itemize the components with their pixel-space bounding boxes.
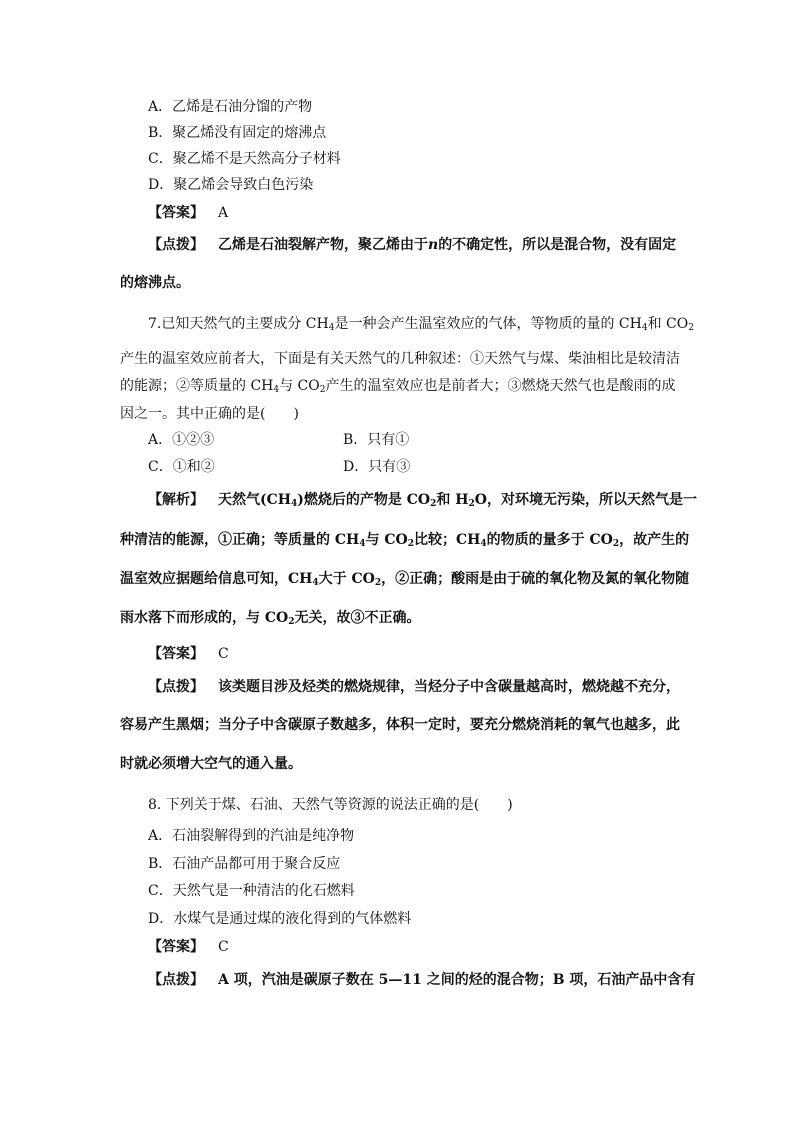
answer-label: 【答案】 (148, 646, 204, 662)
stem-text: 和 CO (647, 316, 689, 332)
analysis-text: O，对环境无污染，所以天然气是一 (474, 492, 697, 508)
subscript: 2 (468, 499, 475, 509)
answer-label: 【答案】 (148, 205, 204, 221)
analysis-text: ，故产生的 (619, 532, 690, 548)
analysis-text: 大于 CO (318, 571, 375, 587)
q7-option-a: A．①②③ (148, 432, 215, 448)
subscript: 4 (359, 539, 366, 549)
analysis-text: 与 CO (365, 532, 408, 548)
subscript: 4 (273, 385, 280, 395)
answer-value: C (218, 646, 229, 662)
analysis-text: 的物质的量多于 CO (486, 532, 613, 548)
analysis-text: ，②正确；酸雨是由于硫的氧化物及氮的氧化物随 (381, 571, 690, 587)
subscript: 4 (641, 323, 648, 333)
q6-option-a: A．乙烯是石油分馏的产物 (148, 99, 313, 115)
subscript: 2 (407, 539, 414, 549)
q7-analysis-line-4 (120, 608, 420, 628)
q6-option-c: C．聚乙烯不是天然高分子材料 (148, 151, 341, 167)
subscript: 4 (328, 323, 335, 333)
q7-analysis-line-1 (148, 490, 697, 510)
q8-hint-line-1 (148, 970, 695, 990)
analysis-text: 比较；CH (414, 532, 481, 548)
subscript: 2 (688, 323, 694, 333)
subscript: 2 (612, 539, 620, 549)
subscript: 4 (480, 539, 487, 549)
q7-stem-line-4: 因之一。其中正确的是( ) (120, 406, 299, 422)
hint-label: 【点拨】 (148, 679, 204, 695)
q7-analysis-line-2 (120, 530, 689, 550)
q6-hint-line-1 (148, 235, 676, 255)
q8-answer (148, 937, 229, 957)
q7-hint-line-1 (148, 677, 680, 697)
q7-option-c: C．①和② (148, 459, 215, 475)
q7-stem-line-2: 产生的温室效应前者大，下面是有关天然气的几种叙述：①天然气与煤、柴油相比是较清洁 (120, 351, 680, 367)
stem-text: 的能源；②等质量的 CH (120, 378, 274, 394)
subscript: 2 (374, 578, 382, 588)
hint-text: A 项，汽油是碳原子数在 5—11 之间的烃的混合物；B 项，石油产品中含有 (218, 972, 696, 988)
analysis-text: 温室效应据题给信息可知，CH (120, 571, 313, 587)
subscript: 4 (291, 499, 298, 509)
q7-stem-line-1 (148, 314, 694, 334)
stem-text: 与 CO (279, 378, 320, 394)
answer-value: C (218, 939, 229, 955)
q7-option-d: D．只有③ (343, 459, 411, 475)
hint-text: 的不确定性，所以是混合物，没有固定 (438, 237, 677, 253)
q8-option-d: D．水煤气是通过煤的液化得到的气体燃料 (148, 911, 412, 927)
q7-hint-line-3: 时就必须增大空气的通入量。 (120, 756, 302, 772)
q7-stem-line-3 (120, 376, 675, 396)
hint-label: 【点拨】 (148, 237, 204, 253)
q8-stem: 8. 下列关于煤、石油、天然气等资源的说法正确的是( ) (148, 797, 513, 813)
stem-text: 7.已知天然气的主要成分 CH (148, 316, 329, 332)
q8-option-a: A．石油裂解得到的汽油是纯净物 (148, 828, 355, 844)
hint-italic-n: n (428, 237, 439, 253)
q7-option-b: B．只有① (343, 432, 410, 448)
subscript: 4 (312, 578, 319, 588)
analysis-text: 和 H (436, 492, 469, 508)
q7-analysis-line-3 (120, 569, 689, 589)
q6-option-d: D．聚乙烯会导致白色污染 (148, 177, 314, 193)
answer-value: A (218, 205, 229, 221)
analysis-text: 种清洁的能源，①正确；等质量的 CH (120, 532, 360, 548)
analysis-text: 雨水落下而形成的，与 CO (120, 610, 289, 626)
analysis-text: )燃烧后的产物是 CO (297, 492, 431, 508)
answer-label: 【答案】 (148, 939, 204, 955)
hint-text: 乙烯是石油裂解产物，聚乙烯由于 (218, 237, 428, 253)
q6-answer (148, 203, 228, 223)
subscript: 2 (430, 499, 437, 509)
subscript: 2 (288, 617, 295, 627)
subscript: 2 (319, 385, 326, 395)
analysis-label: 【解析】 (148, 492, 204, 508)
q7-hint-line-2: 容易产生黑烟；当分子中含碳原子数越多，体积一定时，要充分燃烧消耗的氧气也越多，此 (120, 717, 680, 733)
analysis-text: 天然气(CH (218, 492, 291, 508)
q6-option-b: B．聚乙烯没有固定的熔沸点 (148, 125, 327, 141)
hint-text: 该类题目涉及烃类的燃烧规律，当烃分子中含碳量越高时，燃烧越不充分， (218, 679, 680, 695)
q8-option-b: B．石油产品都可用于聚合反应 (148, 856, 341, 872)
stem-text: 产生的温室效应也是前者大；③燃烧天然气也是酸雨的成 (325, 378, 676, 394)
stem-text: 是一种会产生温室效应的气体，等物质的量的 CH (334, 316, 642, 332)
q8-option-c: C．天然气是一种清洁的化石燃料 (148, 883, 355, 899)
q6-hint-line-2: 的熔沸点。 (120, 275, 190, 291)
analysis-text: 无关，故③不正确。 (294, 610, 421, 626)
q7-answer (148, 644, 229, 664)
hint-label: 【点拨】 (148, 972, 204, 988)
